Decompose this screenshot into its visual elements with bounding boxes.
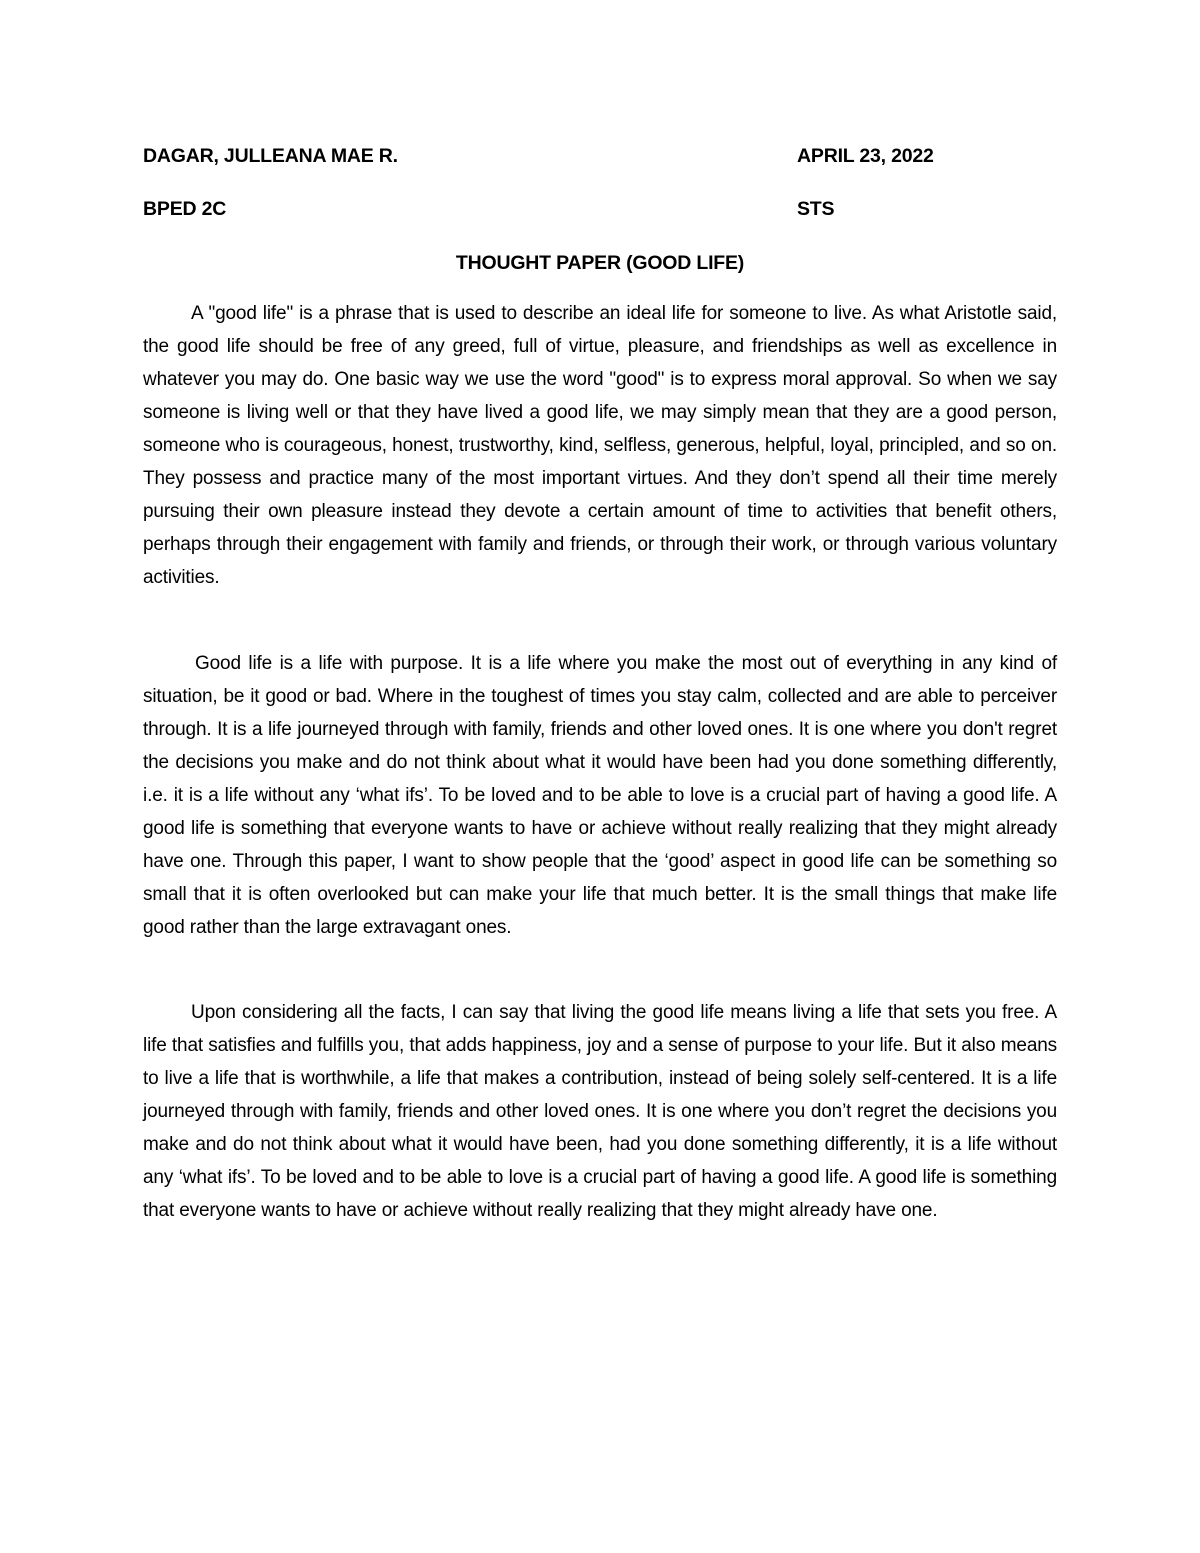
student-name: DAGAR, JULLEANA MAE R. <box>143 145 398 167</box>
paragraph-3: Upon considering all the facts, I can say that living the good life means living a life that sets you free. A life that satisfies and fulfills you, that adds happiness, joy and a sense of purpose to your life. But it also means to live a life that is worthwhile, a life that makes a contribution, instead of being solely self-centered. It is a life journeyed through with family, friends and other loved ones. It is one where you don’t regret the decisions you make and do not think about what it would have been, had you done something differently, it is a life without any ‘what ifs’. To be loved and to be able to love is a crucial part of having a good life. A good life is something that everyone wants to have or achieve without really realizing that they might already have one. <box>143 1002 1057 1221</box>
student-section: BPED 2C <box>143 198 227 220</box>
paragraph-2: Good life is a life with purpose. It is a life where you make the most out of everything in any kind of situation, be it good or bad. Where in the toughest of times you stay calm, collected and are able to perceiver through. It is a life journeyed through with family, friends and other loved ones. It is one where you don't regret the decisions you make and do not think about what it would have been had you done something differently, i.e. it is a life without any ‘what ifs’. To be loved and to be able to love is a crucial part of having a good life. A good life is something that everyone wants to have or achieve without really realizing that they might already have one. Through this paper, I want to show people that the ‘good’ aspect in good life can be something so small that it is often overlooked but can make your life that much better. It is the small things that make life good rather than the large extravagant ones. <box>143 653 1057 938</box>
paragraph-1: A "good life" is a phrase that is used to describe an ideal life for someone to live. As what Aristotle said, the good life should be free of any greed, full of virtue, pleasure, and friendships as well as excellence in whatever you may do. One basic way we use the word "good" is to express moral approval. So when we say someone is living well or that they have lived a good life, we may simply mean that they are a good person, someone who is courageous, honest, trustworthy, kind, selfless, generous, helpful, loyal, principled, and so on. They possess and practice many of the most important virtues. And they don’t spend all their time merely pursuing their own pleasure instead they devote a certain amount of time to activities that benefit others, perhaps through their engagement with family and friends, or through their work, or through various voluntary activities. <box>143 303 1057 588</box>
subject: STS <box>797 198 835 220</box>
page-title: THOUGHT PAPER (GOOD LIFE) <box>455 252 745 274</box>
paper-date: APRIL 23, 2022 <box>797 145 934 167</box>
